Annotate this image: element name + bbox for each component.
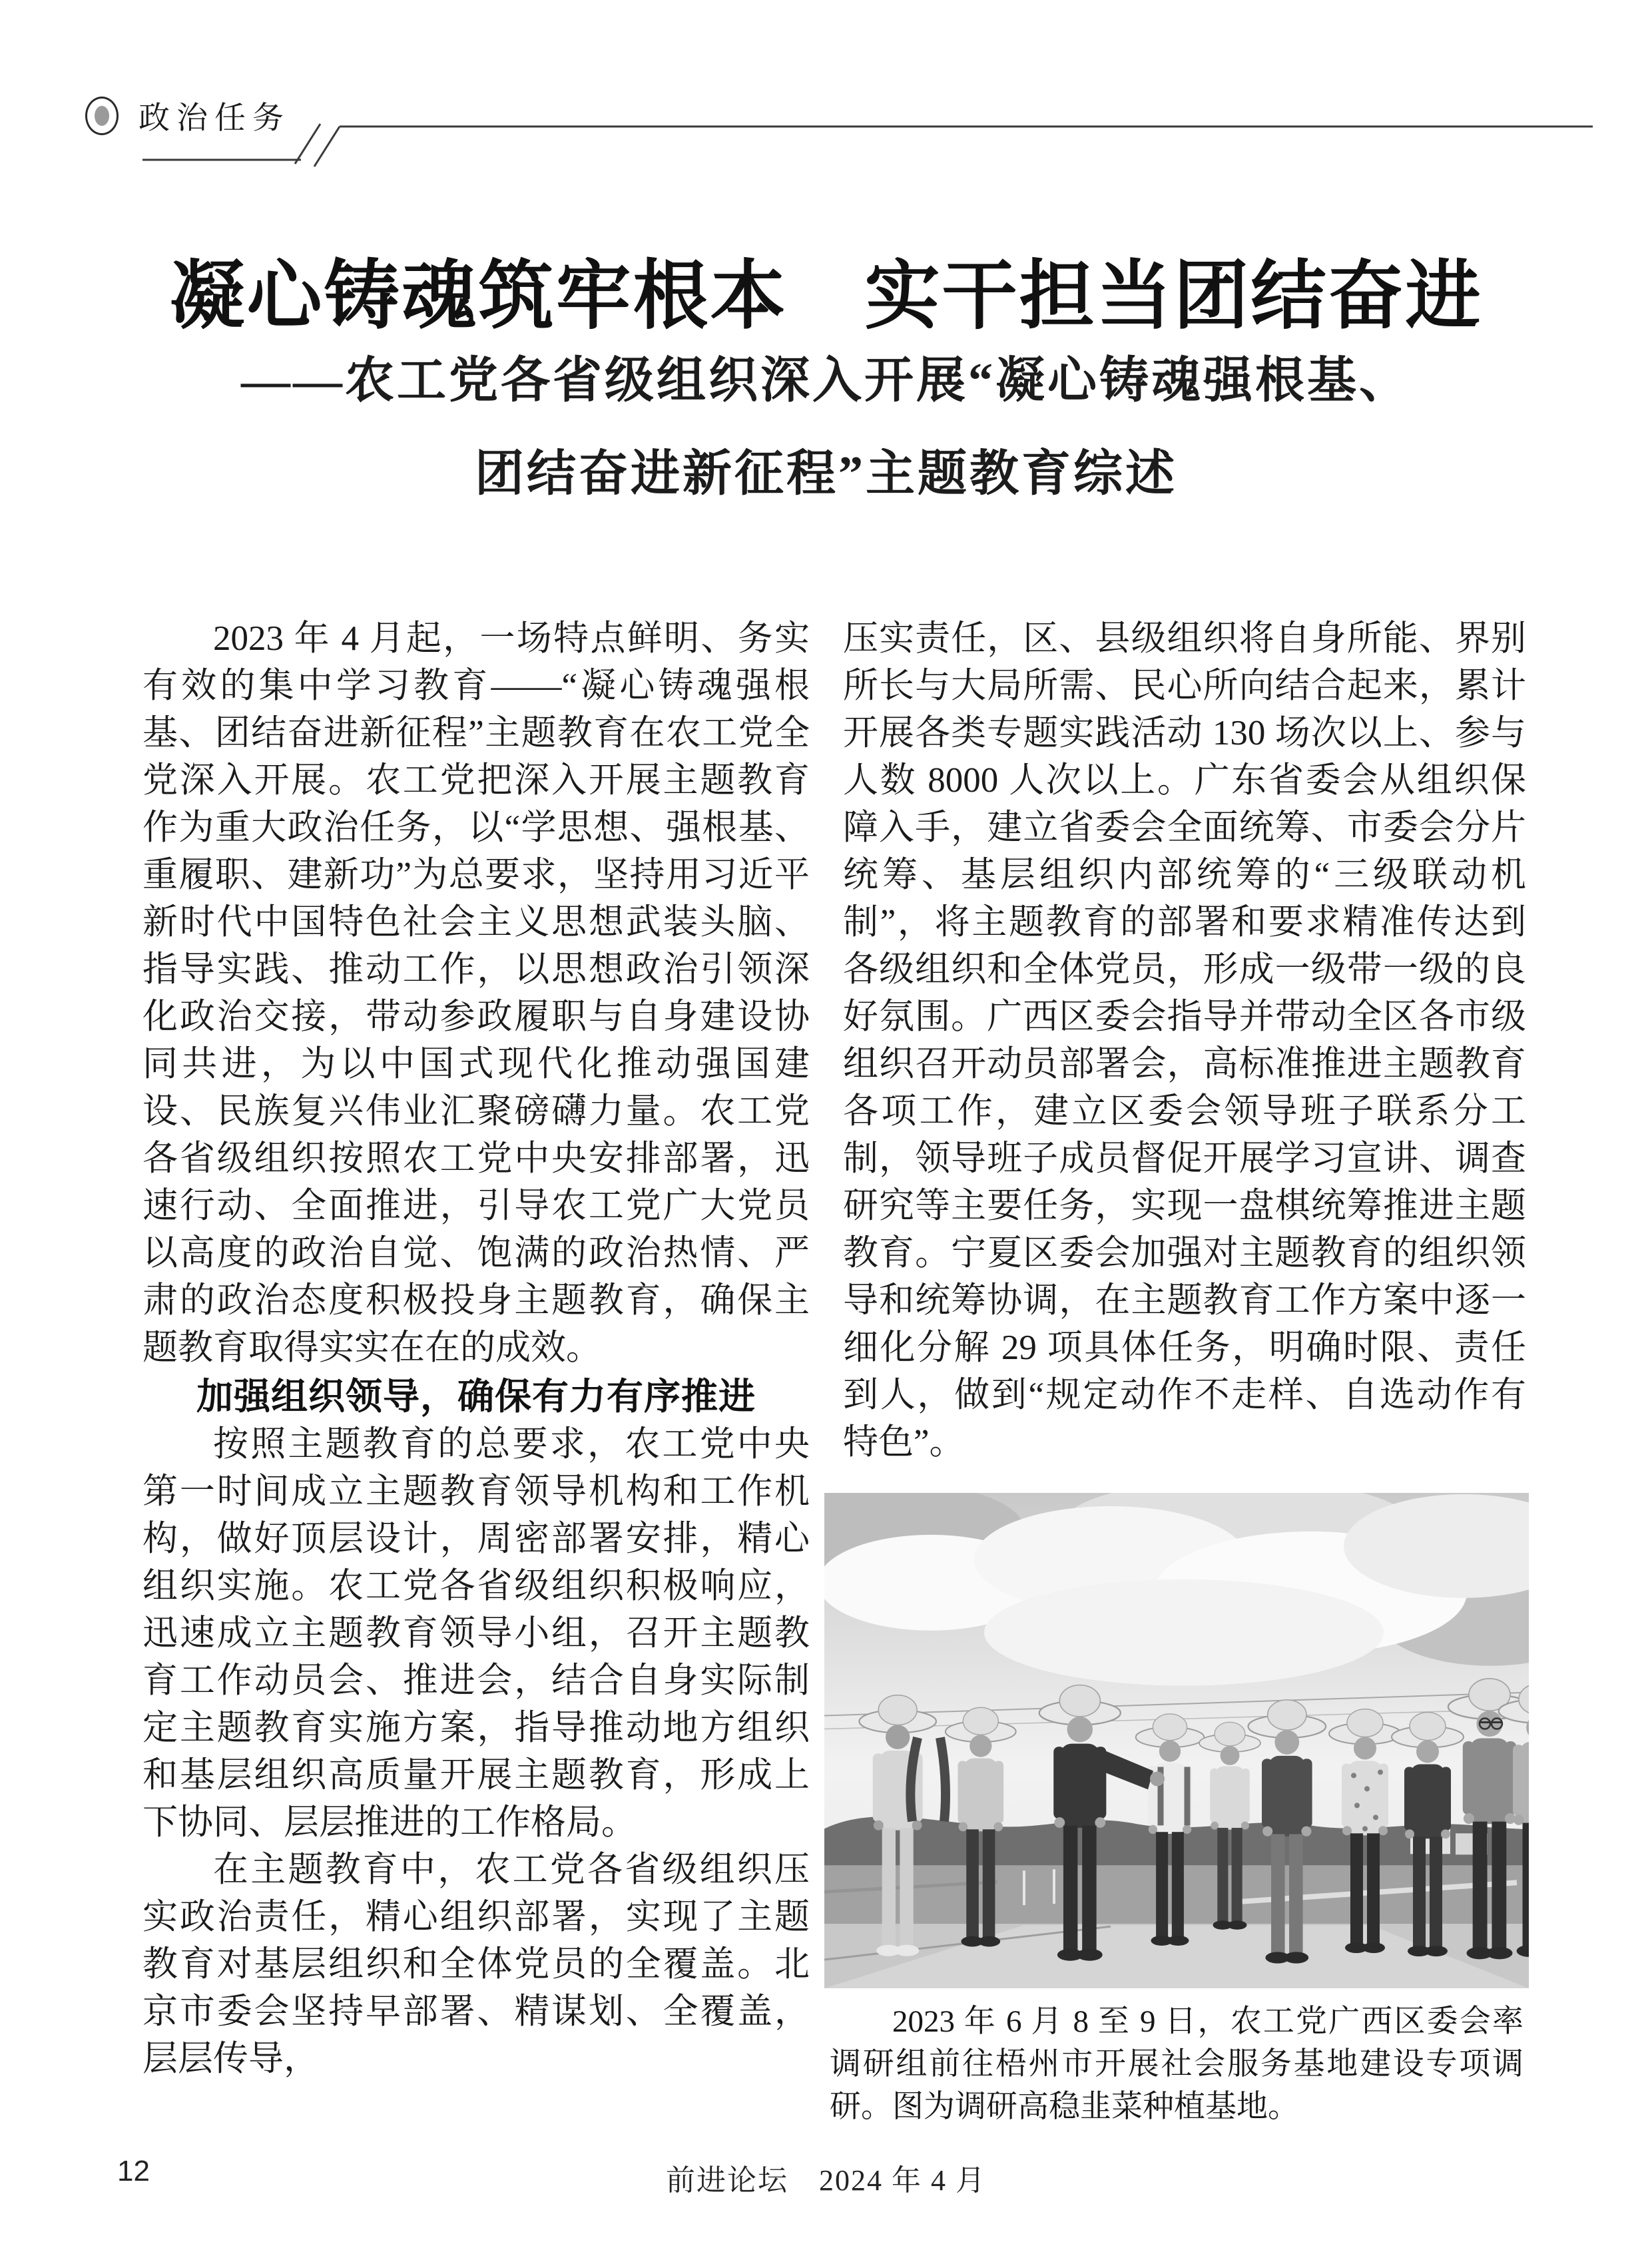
body-paragraph: 在主题教育中，农工党各省级组织压实政治责任，精心组织部署，实现了主题教育对基层组织和全体党员的全覆盖。北京市委会坚持早部署、精谋划、全覆盖，层层传导， bbox=[142, 1850, 810, 2078]
bullseye-icon bbox=[85, 97, 119, 135]
article-subtitle-line2: 团结奋进新征程”主题教育综述 bbox=[475, 447, 1177, 501]
article-subtitle-line1: ——农工党各省级组织深入开展“凝心铸魂强根基、 bbox=[241, 354, 1411, 408]
left-column bbox=[142, 615, 810, 2083]
article-title: 凝心铸魂筑牢根本 实干担当团结奋进 bbox=[169, 253, 1483, 338]
section-heading: 加强组织领导，确保有力有序推进 bbox=[196, 1376, 756, 1417]
body-paragraph: 2023 年 4 月起，一场特点鲜明、务实有效的集中学习教育——“凝心铸魂强根基、团结奋进新征程”主题教育在农工党全党深入开展。农工党把深入开展主题教育作为重大政治任务，以“学思想、强根基、重履职、建新功”为总要求，坚持用习近平新时代中国特色社会主义思想武装头脑、指导实践、推动工作，以思想政治引领深化政治交接，带动参政履职与自身建设协同共进，为以中国式现代化推动强国建设、民族复兴伟业汇聚磅礴力量。农工党各省级组织按照农工党中央安排部署，迅速行动、全面推进，引导农工党广大党员以高度的政治自觉、饱满的政治热情、严肃的政治态度积极投身主题教育，确保主题教育取得实实在在的成效。 bbox=[142, 619, 810, 1367]
body-paragraph: 压实责任，区、县级组织将自身所能、界别所长与大局所需、民心所向结合起来，累计开展各类专题实践活动 130 场次以上、参与人数 8000 人次以上。广东省委会从组织保障入手，建立省委会全面统筹、市委会分片统筹、基层组织内部统筹的“三级联动机制”，将主题教育的部署和要求精准传达到各级组织和全体党员，形成一级带一级的良好氛围。广西区委会指导并带动全区各市级组织召开动员部署会，高标准推进主题教育各项工作，建立区委会领导班子联系分工制，领导班子成员督促开展学习宣讲、调查研究等主要任务，实现一盘棋统筹推进主题教育。宁夏区委会加强对主题教育的组织领导和统筹协调，在主题教育工作方案中逐一细化分解 29 项具体任务，明确时限、责任到人，做到“规定动作不走样、自选动作有特色”。 bbox=[843, 619, 1526, 1462]
section-kicker bbox=[85, 93, 290, 138]
photo-illustration bbox=[824, 1493, 1529, 1988]
footer-page-number: 12 bbox=[117, 2155, 150, 2187]
article-photo bbox=[824, 1493, 1529, 1988]
footer-journal-name: 前进论坛 2024 年 4 月 bbox=[666, 2164, 986, 2197]
photo-caption: 2023 年 6 月 8 至 9 日，农工党广西区委会率调研组前往梧州市开展社会服务基地建设专项调研。图为调研高稳韭菜种植基地。 bbox=[830, 2004, 1523, 2124]
section-kicker-label: 政治任务 bbox=[138, 101, 290, 136]
right-column bbox=[843, 615, 1526, 1466]
body-paragraph: 按照主题教育的总要求，农工党中央第一时间成立主题教育领导机构和工作机构，做好顶层设计，周密部署安排，精心组织实施。农工党各省级组织积极响应，迅速成立主题教育领导小组，召开主题教育工作动员会、推进会，结合自身实际制定主题教育实施方案，指导推动地方组织和基层组织高质量开展主题教育，形成上下协同、层层推进的工作格局。 bbox=[142, 1425, 810, 1842]
